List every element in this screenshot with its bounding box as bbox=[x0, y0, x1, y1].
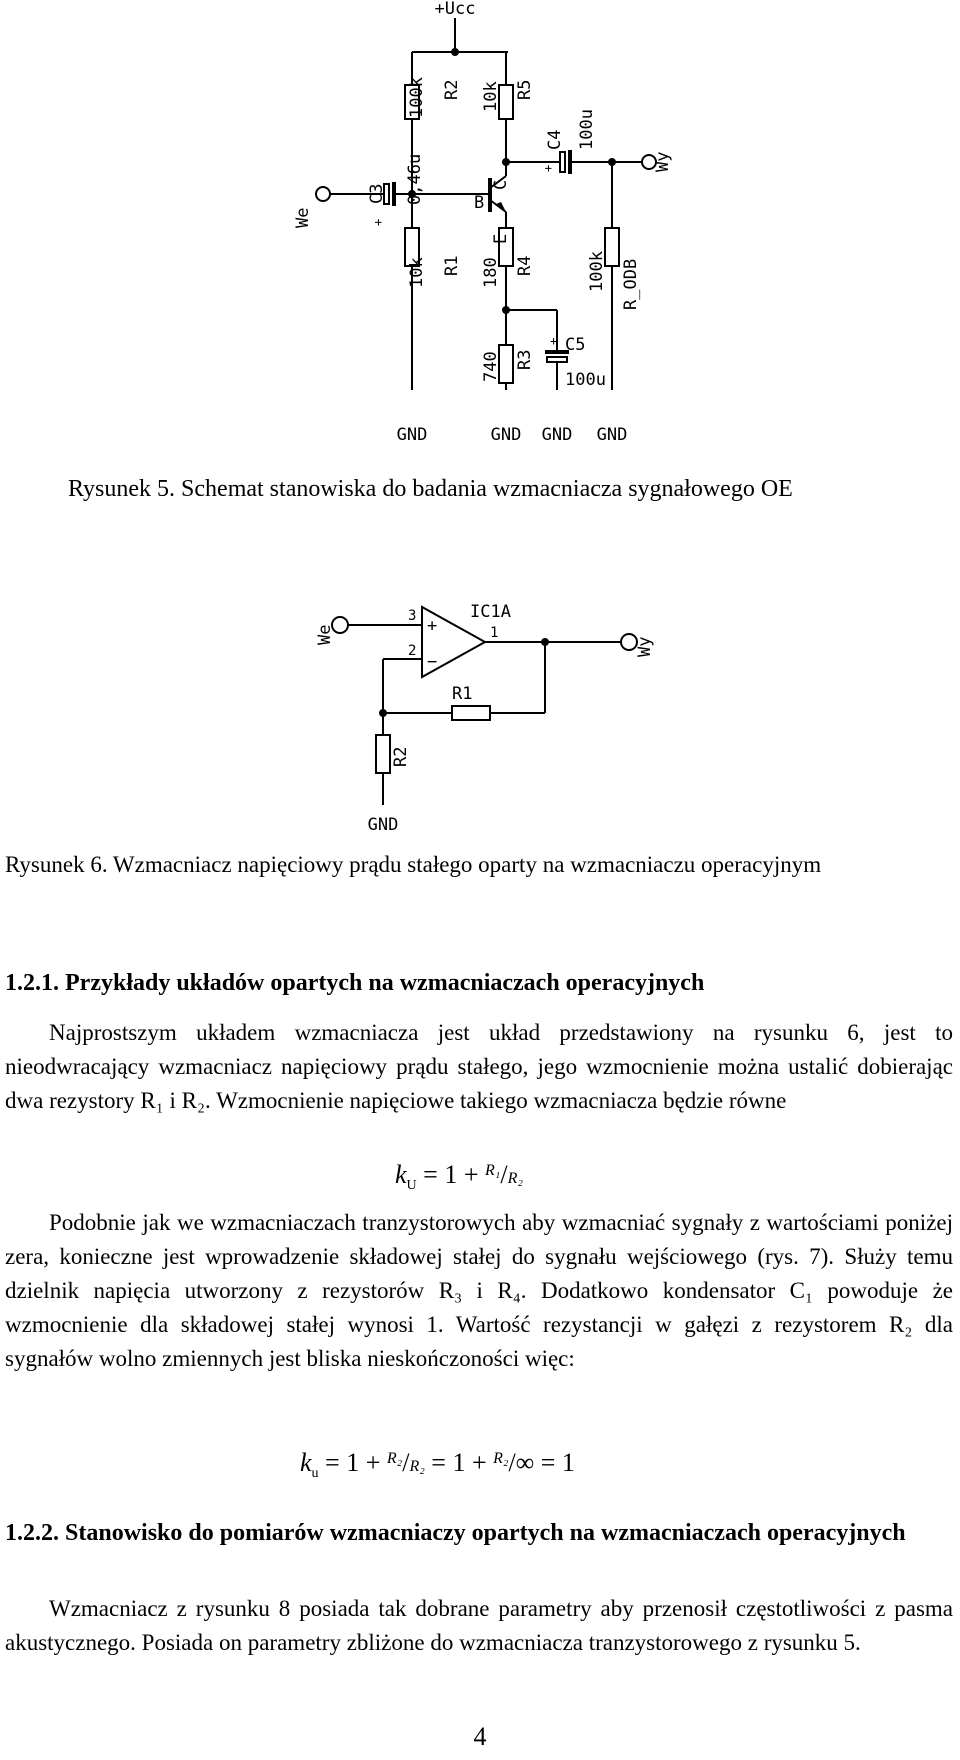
figure-6-schematic bbox=[0, 595, 960, 835]
ucc-label: +Ucc bbox=[434, 0, 476, 19]
figure-5-caption: Rysunek 5. Schemat stanowiska do badania wzmacniacza sygnałowego OE bbox=[68, 476, 793, 502]
ic-label: IC1A bbox=[470, 602, 511, 622]
c5-value: 100u bbox=[565, 370, 606, 390]
paragraph-1-text: Najprostszym układem wzmacniacza jest układ przedstawiony na rysunku 6, jest to nieodwracający wzmacniacz napięciowy prądu stałego, jego wzmocnienie można ustalić dobierając dwa rezystory R₁ i R₂. Wzmocnienie napięciowe takiego wzmacniacza będzie równe bbox=[5, 1020, 953, 1113]
gnd-label: GND bbox=[367, 815, 399, 835]
r2-label: R2 bbox=[442, 79, 462, 100]
r1-label: R1 bbox=[442, 255, 462, 276]
rodb-label: R_ODB bbox=[621, 258, 641, 310]
wy-label: Wy bbox=[635, 636, 655, 657]
we-label: We bbox=[293, 207, 313, 228]
figure-6-caption: Rysunek 6. Wzmacniacz napięciowy prądu stałego oparty na wzmacniaczu operacyjnym bbox=[5, 852, 822, 877]
pin3-label: 3 bbox=[408, 608, 417, 624]
gnd-label: GND bbox=[396, 425, 428, 445]
gnd-label: GND bbox=[541, 425, 573, 445]
base-label: B bbox=[474, 193, 485, 213]
r4-value: 180 bbox=[481, 257, 501, 288]
collector-label: C bbox=[491, 179, 511, 190]
wy-label: Wy bbox=[653, 151, 673, 172]
c3-value: 0,46u bbox=[405, 153, 425, 205]
figure-5-schematic bbox=[0, 0, 960, 450]
r2-resistor bbox=[376, 735, 390, 773]
c5-plus: + bbox=[550, 334, 558, 348]
section-heading-1-2-2: 1.2.2. Stanowisko do pomiarów wzmacniaczy opartych na wzmacniaczach operacyjnych bbox=[5, 1520, 906, 1546]
r1-label: R1 bbox=[452, 684, 473, 704]
page-number: 4 bbox=[473, 1722, 487, 1751]
pin2-label: 2 bbox=[408, 643, 417, 659]
r3-label: R3 bbox=[515, 349, 535, 370]
rodb-resistor bbox=[605, 228, 619, 266]
c4-value: 100u bbox=[577, 109, 597, 150]
r1-resistor bbox=[452, 706, 490, 720]
formula-ku: $k_U = 1 + ^{R_1}/R_2$ bbox=[395, 1160, 523, 1194]
pin1-label: 1 bbox=[490, 625, 499, 641]
section-heading-1-2-1: 1.2.1. Przykłady układów opartych na wzmacniaczach operacyjnych bbox=[5, 970, 705, 996]
r5-label: R5 bbox=[515, 79, 535, 100]
paragraph-2 bbox=[5, 1206, 953, 1376]
c3-label: C3 bbox=[367, 183, 387, 204]
paragraph-1 bbox=[5, 1016, 953, 1118]
c4-plus: + bbox=[541, 164, 555, 172]
r2-value: 100k bbox=[407, 77, 427, 118]
r4-resistor bbox=[499, 228, 513, 266]
plus-label: + bbox=[427, 616, 438, 636]
paragraph-2-text: Podobnie jak we wzmacniaczach tranzystorowych aby wzmacniać sygnały z wartościami poniżej zera, konieczne jest wprowadzenie składowej stałej do sygnału wejściowego (rys. 7). Służy temu dzielnik napięcia utworzony z rezystorów R₃ i R₄. Dodatkowo kondensator C₁ powoduje że wzmocnienie dla składowej stałej wynosi 1. Wartość rezystancji w gałęzi z rezystorem R₂ dla sygnałów wolno zmiennych jest bliska nieskończoności więc: bbox=[5, 1210, 953, 1371]
emitter-label: E bbox=[491, 233, 511, 244]
we-label: We bbox=[315, 624, 335, 645]
r5-resistor bbox=[499, 85, 513, 119]
r1-value: 10k bbox=[407, 257, 427, 288]
input-terminal-we bbox=[316, 187, 330, 201]
paragraph-3 bbox=[5, 1592, 953, 1660]
c5-label: C5 bbox=[565, 335, 586, 355]
r3-value: 740 bbox=[481, 351, 501, 382]
gnd-label: GND bbox=[490, 425, 522, 445]
r5-value: 10k bbox=[481, 81, 501, 112]
paragraph-3-text: Wzmacniacz z rysunku 8 posiada tak dobrane parametry aby przenosił częstotliwości z pasma akustycznego. Posiada on parametry zbliżone do wzmacniacza tranzystorowego z rysunku 5. bbox=[5, 1596, 953, 1655]
minus-label: − bbox=[427, 652, 438, 672]
r2-label: R2 bbox=[391, 746, 411, 767]
r3-resistor bbox=[499, 345, 513, 383]
rodb-value: 100k bbox=[587, 251, 607, 292]
c3-plus: + bbox=[371, 218, 385, 226]
gnd-label: GND bbox=[596, 425, 628, 445]
c4-label: C4 bbox=[545, 129, 565, 150]
r4-label: R4 bbox=[515, 255, 535, 276]
formula-ku-lowfreq: $k_u = 1 + ^{R_2}/R_2 = 1 + ^{R_2}/\infty = 1$ bbox=[300, 1448, 575, 1482]
